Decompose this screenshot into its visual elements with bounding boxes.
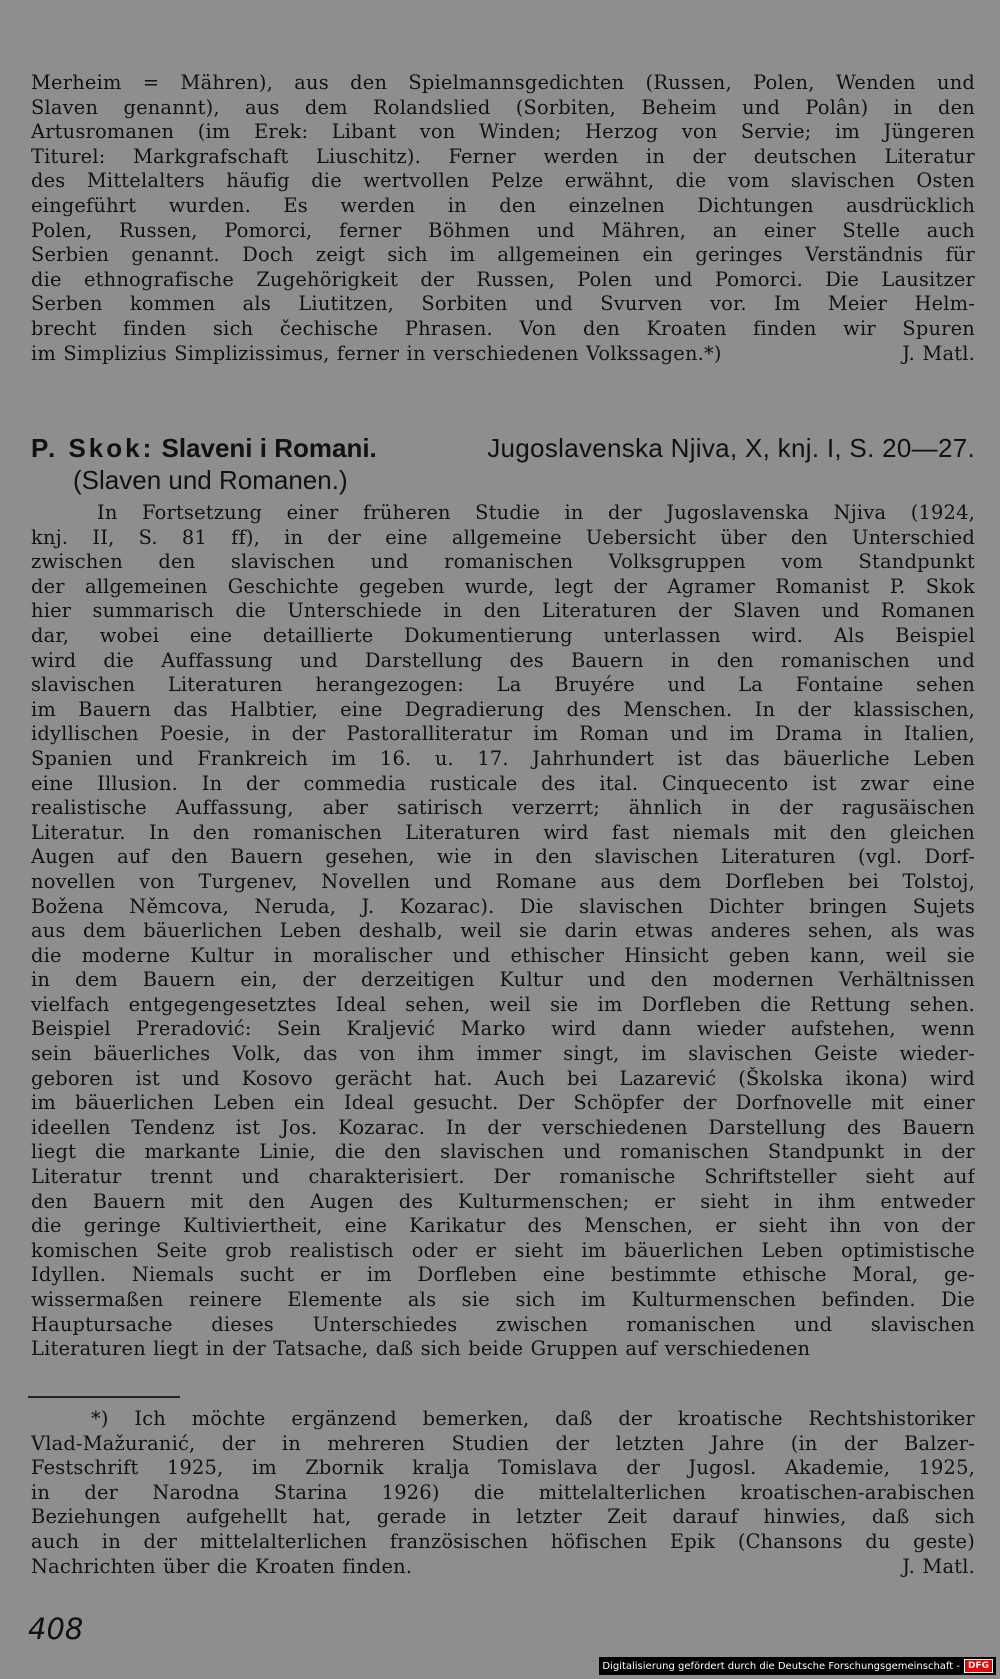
page-number: 408 (28, 1612, 84, 1646)
text-line (31, 870, 975, 895)
text-line (31, 1288, 975, 1313)
article-journal: Jugoslavenska Njiva, X, knj. I, S. 20—27. (487, 433, 975, 463)
line-text: liegt die markante Linie, die den slavischen und romanischen Standpunkt in der (31, 1140, 975, 1164)
line-text: slavischen Literaturen herangezogen: La Bruyére und La Fontaine sehen (31, 673, 975, 697)
line-text: Božena Němcova, Neruda, J. Kozarac). Die slavischen Dichter bringen Sujets (31, 894, 975, 918)
line-text: aus dem bäuerlichen Leben deshalb, weil sie darin etwas anderes sehen, als was (31, 919, 975, 943)
text-line (31, 317, 975, 342)
line-text: vielfach entgegengesetztes Ideal sehen, weil sie im Dorfleben die Rettung sehen. (31, 992, 975, 1016)
line-text: Nachrichten über die Kroaten finden. (31, 1554, 413, 1578)
text-line (31, 649, 975, 674)
line-text: zwischen den slavischen und romanischen Volksgruppen vom Standpunkt (31, 550, 975, 574)
line-text: knj. II, S. 81 ff), in der eine allgemeine Uebersicht über den Unterschied (31, 525, 975, 549)
text-line (31, 1116, 975, 1141)
line-text: im Bauern das Halbtier, eine Degradierung des Menschen. In der klassischen, (31, 697, 975, 721)
line-text: komischen Seite grob realistisch oder er sieht im bäuerlichen Leben optimistische (31, 1238, 975, 1262)
text-line (31, 722, 975, 747)
digitization-credit (599, 1657, 996, 1675)
line-text: Artusromanen (im Erek: Libant von Winden; Herzog von Servie; im Jüngeren (31, 120, 975, 144)
author-signature: J. Matl. (902, 341, 975, 365)
text-line (31, 145, 975, 170)
line-text: ideellen Tendenz ist Jos. Kozarac. In der verschiedenen Darstellung des Bauern (31, 1115, 975, 1139)
text-line (31, 342, 975, 367)
line-text: wissermaßen reinere Elemente als sie sich im Kulturmenschen befinden. Die (31, 1288, 975, 1311)
line-text: Vlad-Mažuranić, der in mehreren Studien der letzten Jahre (in der Balzer- (31, 1431, 975, 1455)
line-text: in dem Bauern ein, der derzeitigen Kultur und den modernen Verhältnissen (31, 968, 975, 992)
line-text: im bäuerlichen Leben ein Ideal gesucht. Der Schöpfer der Dorfnovelle mit einer (31, 1091, 975, 1115)
text-line (31, 1042, 975, 1067)
text-line (31, 1456, 975, 1481)
line-text: in der Narodna Starina 1926) die mittelalterlichen kroatischen-arabischen (31, 1480, 975, 1504)
line-text: Spanien und Frankreich im 16. u. 17. Jahrhundert ist das bäuerliche Leben (31, 746, 975, 770)
text-line (31, 747, 975, 772)
text-line (31, 550, 975, 575)
article-title: Slaveni i Romani. (161, 433, 377, 463)
line-text: die ethnografische Zugehörigkeit der Russen, Polen und Pomorci. Die Lausitzer (31, 267, 975, 291)
line-text: hier summarisch die Unterschiede in den Literaturen der Slaven und Romanen (31, 599, 975, 623)
text-line (31, 944, 975, 969)
text-line (31, 1432, 975, 1457)
line-text: Titurel: Markgrafschaft Liuschitz). Ferner werden in der deutschen Literatur (31, 144, 975, 168)
line-text: brecht finden sich čechische Phrasen. Von den Kroaten finden wir Spuren (31, 316, 975, 340)
text-line (31, 1239, 975, 1264)
line-text: eine Illusion. In der commedia rusticale des ital. Cinquecento ist zwar eine (31, 771, 975, 795)
line-text: die moderne Kultur in moralischer und ethischer Hinsicht geben kann, weil sie (31, 943, 975, 967)
text-line (31, 575, 975, 600)
text-line (31, 1263, 975, 1288)
line-text: Polen, Russen, Pomorci, ferner Böhmen und Mähren, an einer Stelle auch (31, 218, 975, 242)
text-line (31, 919, 975, 944)
article-heading (31, 432, 975, 496)
line-text: realistische Auffassung, aber satirisch verzerrt; ähnlich in der ragusäischen (31, 796, 975, 820)
text-line (31, 1337, 975, 1362)
line-text: wird die Auffassung und Darstellung des Bauern in den romanischen und (31, 648, 975, 672)
credit-text: Digitalisierung gefördert durch die Deutsche Forschungsgemeinschaft - (602, 1660, 960, 1672)
top-paragraph (31, 71, 975, 366)
line-text: Literatur trennt und charakterisiert. Der romanische Schriftsteller sieht auf (31, 1165, 975, 1189)
text-line (31, 1530, 975, 1555)
line-text: Augen auf den Bauern gesehen, wie in den slavischen Literaturen (vgl. Dorf- (31, 845, 975, 869)
text-line (31, 895, 975, 920)
line-text: sein bäuerliches Volk, das von ihm immer singt, im slavischen Geiste wieder- (31, 1042, 975, 1066)
text-line (31, 1165, 975, 1190)
line-text: auch in der mittelalterlichen französischen höfischen Epik (Chansons du geste) (31, 1529, 975, 1553)
text-line (31, 673, 975, 698)
text-line (31, 845, 975, 870)
text-line (31, 219, 975, 244)
text-line (31, 194, 975, 219)
line-text: im Simplizius Simplizissimus, ferner in verschiedenen Volkssagen.*) (31, 341, 722, 365)
line-text: idyllischen Poesie, in der Pastoralliteratur im Roman und im Drama in Italien, (31, 722, 975, 746)
line-text: Literaturen liegt in der Tatsache, daß sich beide Gruppen auf verschiedenen (31, 1337, 811, 1361)
line-text: Serben kommen als Liutitzen, Sorbiten und Svurven vor. Im Meier Helm- (31, 292, 975, 316)
line-text: Hauptursache dieses Unterschiedes zwischen romanischen und slavischen (31, 1312, 975, 1336)
line-text: Literatur. In den romanischen Literaturen wird fast niemals mit den gleichen (31, 820, 975, 844)
text-line (31, 821, 975, 846)
text-line (31, 1481, 975, 1506)
text-line (31, 599, 975, 624)
text-line (31, 71, 975, 96)
article-subtitle: (Slaven und Romanen.) (73, 465, 348, 495)
text-line (31, 268, 975, 293)
text-line (31, 292, 975, 317)
footnote-divider (28, 1396, 180, 1398)
text-line (31, 526, 975, 551)
text-line (31, 243, 975, 268)
author-signature: J. Matl. (902, 1554, 975, 1578)
dfg-logo-icon: DFG (964, 1659, 993, 1673)
footnote (31, 1407, 975, 1579)
text-line (31, 1407, 975, 1432)
text-line (31, 1505, 975, 1530)
text-line (31, 624, 975, 649)
line-text: Idyllen. Niemals sucht er im Dorfleben eine bestimmte ethische Moral, ge- (31, 1263, 975, 1287)
line-text: novellen von Turgenev, Novellen und Romane aus dem Dorfleben bei Tolstoj, (31, 869, 975, 893)
text-line (31, 1017, 975, 1042)
text-line (31, 1067, 975, 1092)
text-line (31, 96, 975, 121)
article-author: P. Skok: (31, 433, 155, 463)
text-line (31, 1214, 975, 1239)
text-line (31, 993, 975, 1018)
text-line (31, 1555, 975, 1580)
line-text: Serbien genannt. Doch zeigt sich im allgemeinen ein geringes Verständnis für (31, 243, 975, 267)
text-line (31, 1313, 975, 1338)
text-line (31, 1190, 975, 1215)
line-text: der allgemeinen Geschichte gegeben wurde, legt der Agramer Romanist P. Skok (31, 574, 975, 598)
line-text: Slaven genannt), aus dem Rolandslied (Sorbiten, Beheim und Polân) in den (31, 95, 975, 119)
text-line (31, 772, 975, 797)
line-text: Beziehungen aufgehellt hat, gerade in letzter Zeit darauf hinwies, daß sich (31, 1505, 975, 1529)
text-line (31, 120, 975, 145)
line-text: eingeführt wurden. Es werden in den einzelnen Dichtungen ausdrücklich (31, 193, 975, 217)
line-text: den Bauern mit den Augen des Kulturmenschen; er sieht in ihm entweder (31, 1189, 975, 1213)
text-line (31, 501, 975, 526)
line-text: geboren ist und Kosovo gerächt hat. Auch bei Lazarević (Školska ikona) wird (31, 1066, 975, 1090)
line-text: *) Ich möchte ergänzend bemerken, daß der kroatische Rechtshistoriker (91, 1407, 975, 1430)
line-text: die geringe Kultiviertheit, eine Karikatur des Menschen, er sieht ihn von der (31, 1214, 975, 1238)
text-line (31, 1091, 975, 1116)
line-text: Festschrift 1925, im Zbornik kralja Tomislava der Jugosl. Akademie, 1925, (31, 1456, 975, 1480)
line-text: des Mittelalters häufig die wertvollen Pelze erwähnt, die vom slavischen Osten (31, 169, 975, 193)
line-text: In Fortsetzung einer früheren Studie in der Jugoslavenska Njiva (1924, (97, 501, 975, 524)
text-line (31, 968, 975, 993)
article-body (31, 501, 975, 1362)
text-line (31, 1140, 975, 1165)
line-text: dar, wobei eine detaillierte Dokumentierung unterlassen wird. Als Beispiel (31, 623, 975, 647)
line-text: Merheim = Mähren), aus den Spielmannsgedichten (Russen, Polen, Wenden und (31, 71, 975, 94)
text-line (31, 796, 975, 821)
line-text: Beispiel Preradović: Sein Kraljević Marko wird dann wieder aufstehen, wenn (31, 1017, 975, 1041)
text-line (31, 169, 975, 194)
text-line (31, 698, 975, 723)
